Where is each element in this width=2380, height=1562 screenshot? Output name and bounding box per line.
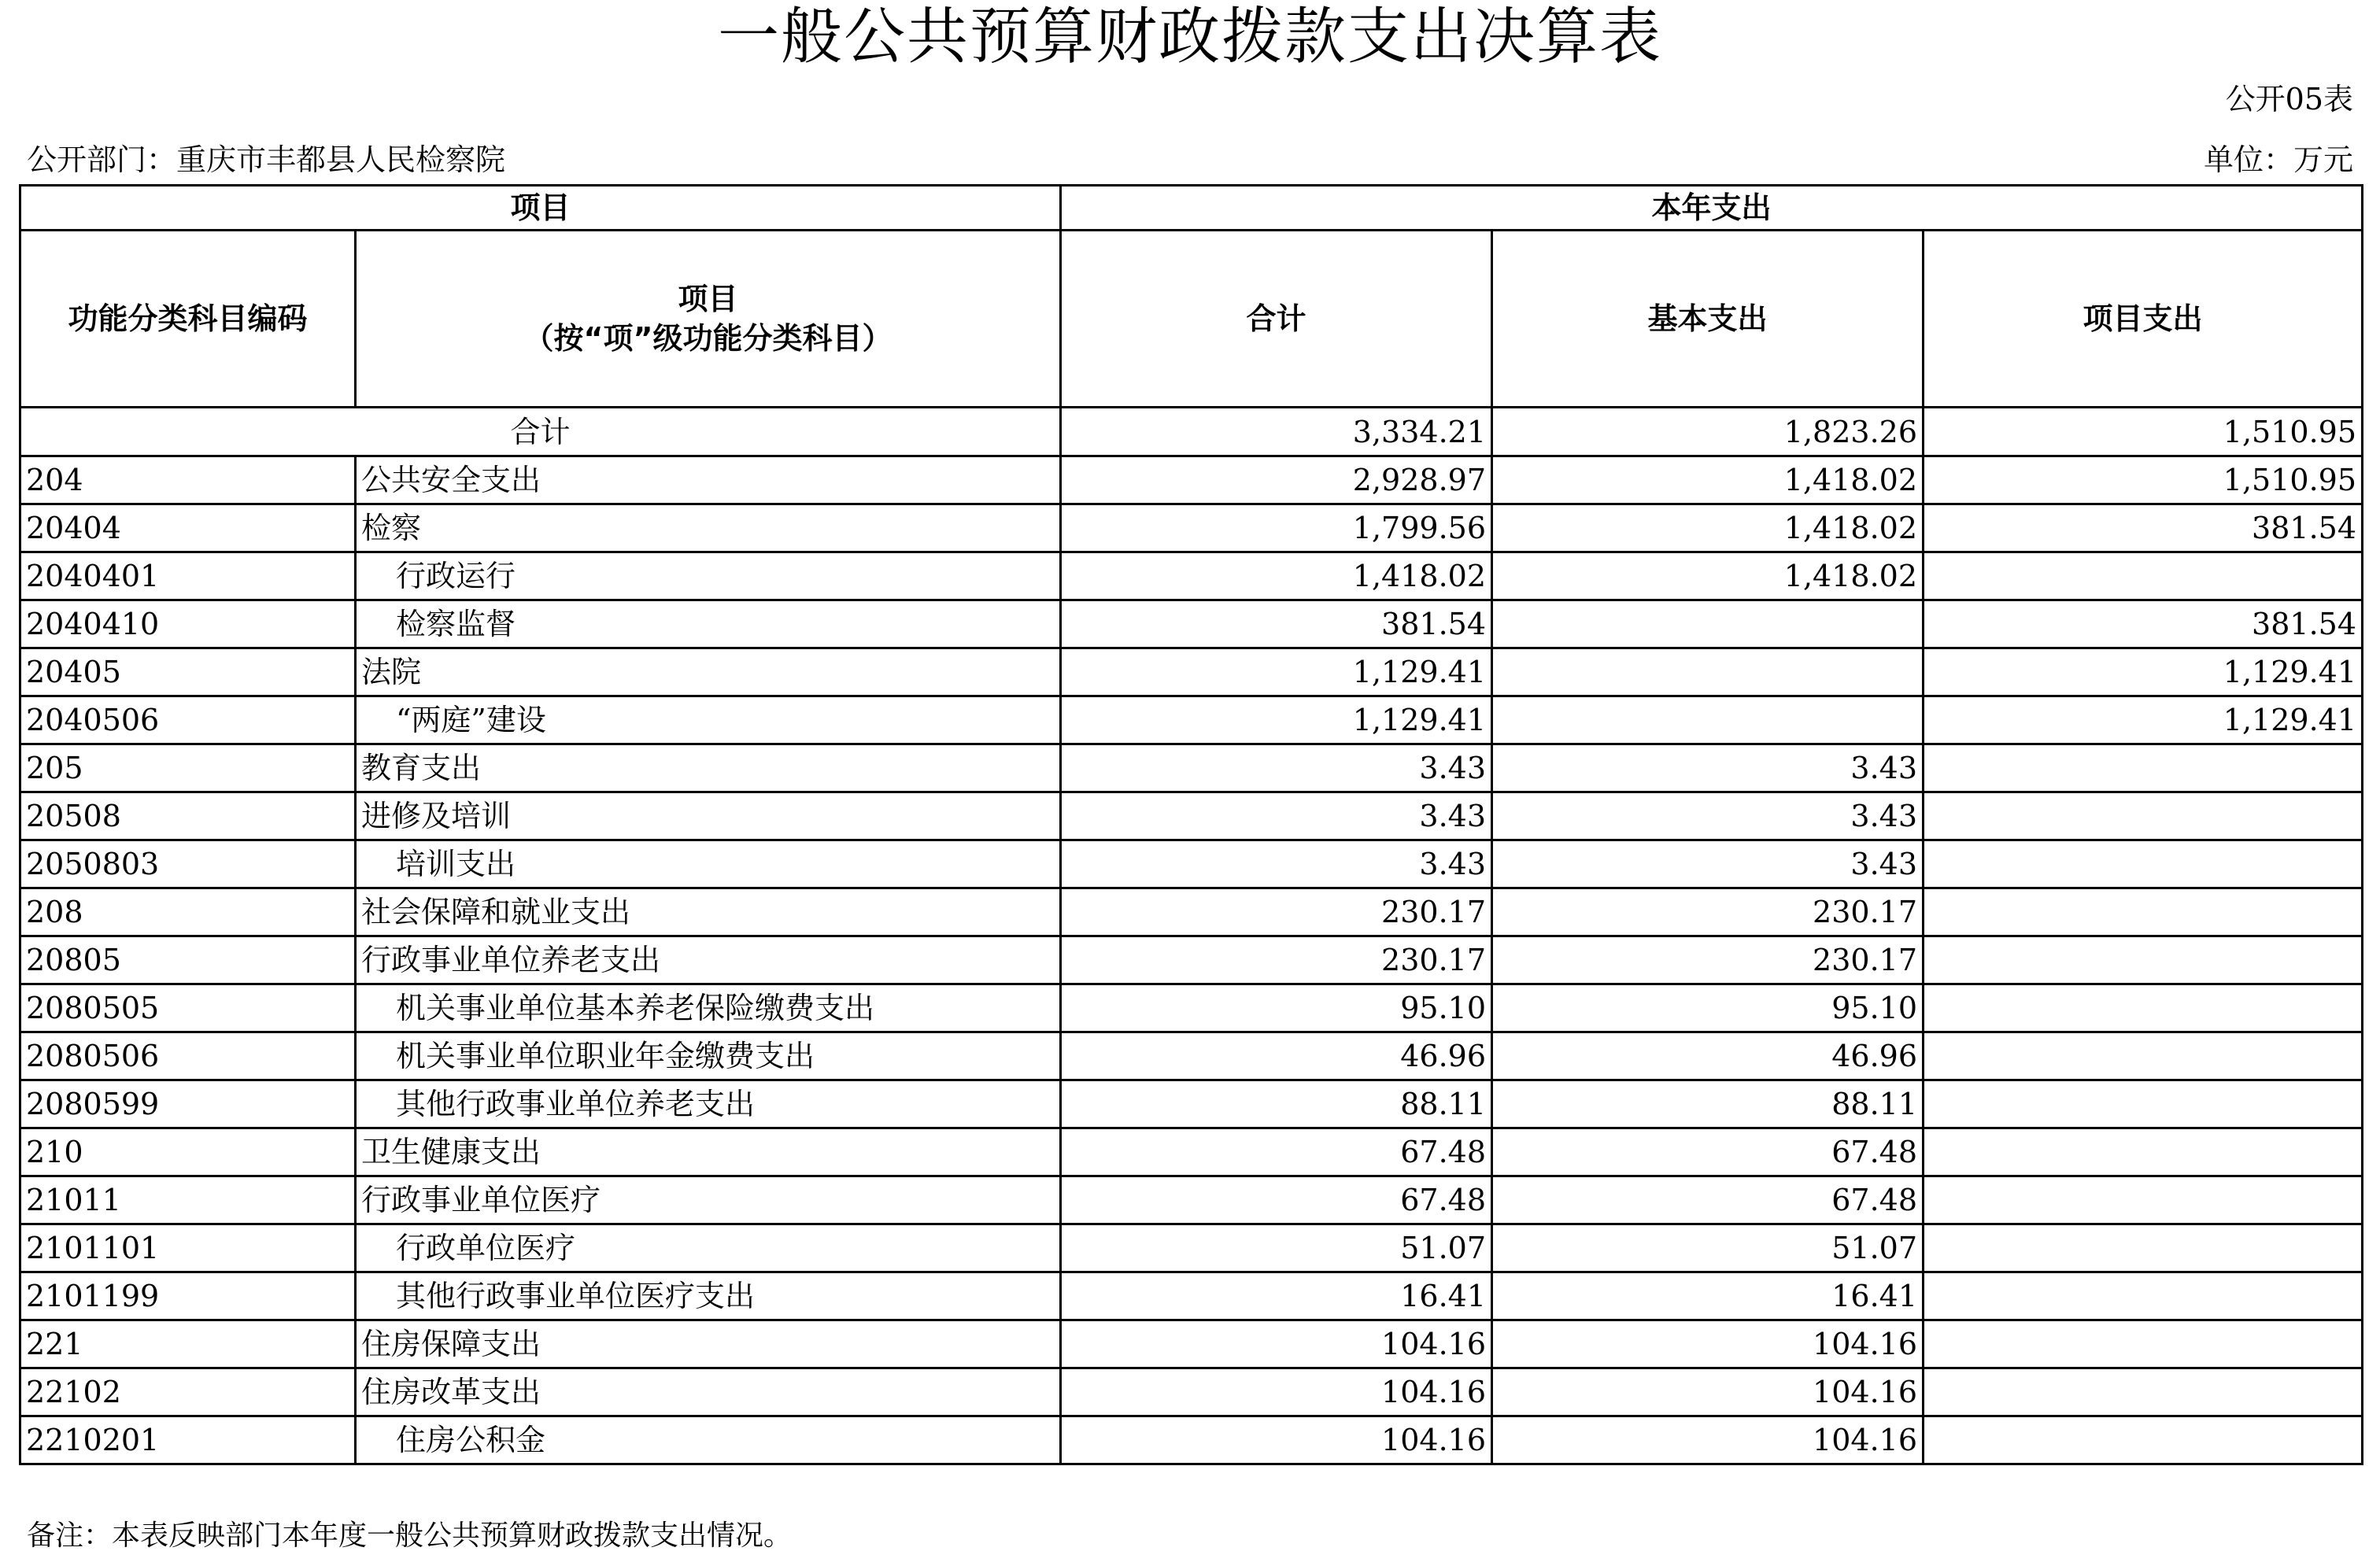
cell-code: 221 — [20, 1320, 356, 1368]
cell-item-name: 住房公积金 — [356, 1416, 1061, 1464]
cell-basic: 3.43 — [1492, 792, 1924, 840]
cell-basic: 104.16 — [1492, 1416, 1924, 1464]
cell-project — [1924, 1416, 2363, 1464]
cell-basic: 51.07 — [1492, 1224, 1924, 1272]
footnote: 备注：本表反映部门本年度一般公共预算财政拨款支出情况。 — [27, 1520, 793, 1552]
cell-basic — [1492, 648, 1924, 696]
table-row — [20, 1368, 2363, 1416]
table-row — [20, 1176, 2363, 1224]
header-basic: 基本支出 — [1492, 231, 1924, 408]
cell-total: 1,129.41 — [1061, 648, 1492, 696]
cell-code: 2101199 — [20, 1272, 356, 1320]
cell-total: 1,799.56 — [1061, 504, 1492, 552]
cell-total: 51.07 — [1061, 1224, 1492, 1272]
cell-basic: 3.43 — [1492, 744, 1924, 792]
cell-item-name: 检察 — [356, 504, 1061, 552]
cell-item-name: 卫生健康支出 — [356, 1128, 1061, 1176]
table-row — [20, 936, 2363, 984]
table-row — [20, 1224, 2363, 1272]
table-row — [20, 1080, 2363, 1128]
cell-item-name: 行政事业单位养老支出 — [356, 936, 1061, 984]
cell-total: 2,928.97 — [1061, 456, 1492, 504]
cell-code: 205 — [20, 744, 356, 792]
cell-basic: 1,418.02 — [1492, 552, 1924, 600]
cell-project: 1,129.41 — [1924, 696, 2363, 744]
cell-code: 20404 — [20, 504, 356, 552]
header-item — [356, 231, 1061, 408]
cell-total: 1,129.41 — [1061, 696, 1492, 744]
cell-basic: 67.48 — [1492, 1128, 1924, 1176]
cell-item-name: 培训支出 — [356, 840, 1061, 888]
cell-code: 21011 — [20, 1176, 356, 1224]
cell-item-name: 社会保障和就业支出 — [356, 888, 1061, 936]
header-row-columns — [20, 231, 2363, 408]
cell-code: 208 — [20, 888, 356, 936]
cell-basic: 95.10 — [1492, 984, 1924, 1032]
table-row — [20, 1128, 2363, 1176]
cell-project — [1924, 1224, 2363, 1272]
expenditure-table — [19, 184, 2363, 1465]
cell-project — [1924, 552, 2363, 600]
cell-code: 204 — [20, 456, 356, 504]
report-title: 一般公共预算财政拨款支出决算表 — [717, 2, 1662, 72]
cell-item-name: 教育支出 — [356, 744, 1061, 792]
cell-project: 1,129.41 — [1924, 648, 2363, 696]
cell-item-name: 行政单位医疗 — [356, 1224, 1061, 1272]
cell-code: 2040506 — [20, 696, 356, 744]
cell-project: 381.54 — [1924, 504, 2363, 552]
table-row — [20, 456, 2363, 504]
cell-project — [1924, 792, 2363, 840]
cell-item-name: 住房改革支出 — [356, 1368, 1061, 1416]
cell-item-name: 公共安全支出 — [356, 456, 1061, 504]
header-row-group — [20, 186, 2363, 231]
cell-total: 230.17 — [1061, 888, 1492, 936]
cell-project — [1924, 744, 2363, 792]
cell-total: 104.16 — [1061, 1368, 1492, 1416]
cell-basic: 16.41 — [1492, 1272, 1924, 1320]
header-total: 合计 — [1061, 231, 1492, 408]
cell-code: 22102 — [20, 1368, 356, 1416]
form-number: 公开05表 — [2225, 82, 2353, 116]
cell-project — [1924, 1128, 2363, 1176]
cell-code: 2101101 — [20, 1224, 356, 1272]
cell-item-name: 行政事业单位医疗 — [356, 1176, 1061, 1224]
cell-project — [1924, 1176, 2363, 1224]
cell-code: 210 — [20, 1128, 356, 1176]
table-row — [20, 744, 2363, 792]
cell-code: 2080506 — [20, 1032, 356, 1080]
cell-item-name: 住房保障支出 — [356, 1320, 1061, 1368]
table-row — [20, 840, 2363, 888]
cell-project: 1,510.95 — [1924, 456, 2363, 504]
header-item-line2: （按“项”级功能分类科目） — [523, 321, 893, 356]
header-code: 功能分类科目编码 — [20, 231, 356, 408]
cell-item-name: 法院 — [356, 648, 1061, 696]
cell-total: 3.43 — [1061, 744, 1492, 792]
cell-item-name: 其他行政事业单位养老支出 — [356, 1080, 1061, 1128]
cell-code: 2040401 — [20, 552, 356, 600]
cell-item-name: 其他行政事业单位医疗支出 — [356, 1272, 1061, 1320]
cell-total: 46.96 — [1061, 1032, 1492, 1080]
table-row — [20, 792, 2363, 840]
cell-project — [1924, 1320, 2363, 1368]
cell-total: 230.17 — [1061, 936, 1492, 984]
cell-basic: 67.48 — [1492, 1176, 1924, 1224]
table-row — [20, 648, 2363, 696]
table-row — [20, 1320, 2363, 1368]
header-current-year-group: 本年支出 — [1061, 186, 2363, 231]
cell-project — [1924, 888, 2363, 936]
cell-project — [1924, 1032, 2363, 1080]
header-project-group: 项目 — [20, 186, 1061, 231]
cell-basic: 230.17 — [1492, 888, 1924, 936]
unit-label: 单位：万元 — [2203, 142, 2353, 177]
cell-total: 3.43 — [1061, 792, 1492, 840]
cell-total: 67.48 — [1061, 1128, 1492, 1176]
cell-project — [1924, 936, 2363, 984]
table-row — [20, 696, 2363, 744]
cell-basic: 104.16 — [1492, 1368, 1924, 1416]
department-label: 公开部门：重庆市丰都县人民检察院 — [27, 142, 506, 177]
header-item-line1: 项目 — [678, 282, 738, 316]
cell-basic — [1492, 600, 1924, 648]
cell-code: 2050803 — [20, 840, 356, 888]
total-total: 3,334.21 — [1061, 408, 1492, 456]
cell-basic: 46.96 — [1492, 1032, 1924, 1080]
cell-code: 2080599 — [20, 1080, 356, 1128]
cell-item-name: 机关事业单位基本养老保险缴费支出 — [356, 984, 1061, 1032]
cell-total: 88.11 — [1061, 1080, 1492, 1128]
total-row — [20, 408, 2363, 456]
cell-basic: 88.11 — [1492, 1080, 1924, 1128]
cell-total: 104.16 — [1061, 1416, 1492, 1464]
cell-item-name: 检察监督 — [356, 600, 1061, 648]
cell-project — [1924, 1272, 2363, 1320]
cell-item-name: 进修及培训 — [356, 792, 1061, 840]
table-row — [20, 1032, 2363, 1080]
total-label: 合计 — [20, 408, 1061, 456]
cell-project: 381.54 — [1924, 600, 2363, 648]
cell-item-name: 行政运行 — [356, 552, 1061, 600]
cell-project — [1924, 1080, 2363, 1128]
table-row — [20, 552, 2363, 600]
cell-code: 2080505 — [20, 984, 356, 1032]
table-row — [20, 1272, 2363, 1320]
total-basic: 1,823.26 — [1492, 408, 1924, 456]
cell-total: 1,418.02 — [1061, 552, 1492, 600]
table-row — [20, 1416, 2363, 1464]
cell-basic: 230.17 — [1492, 936, 1924, 984]
cell-code: 20805 — [20, 936, 356, 984]
header-project: 项目支出 — [1924, 231, 2363, 408]
cell-code: 2040410 — [20, 600, 356, 648]
cell-basic: 1,418.02 — [1492, 456, 1924, 504]
cell-code: 2210201 — [20, 1416, 356, 1464]
cell-total: 95.10 — [1061, 984, 1492, 1032]
cell-total: 67.48 — [1061, 1176, 1492, 1224]
cell-total: 16.41 — [1061, 1272, 1492, 1320]
cell-basic: 1,418.02 — [1492, 504, 1924, 552]
cell-basic — [1492, 696, 1924, 744]
cell-project — [1924, 984, 2363, 1032]
cell-total: 3.43 — [1061, 840, 1492, 888]
table-row — [20, 984, 2363, 1032]
cell-code: 20508 — [20, 792, 356, 840]
cell-code: 20405 — [20, 648, 356, 696]
cell-project — [1924, 1368, 2363, 1416]
cell-item-name: “两庭”建设 — [356, 696, 1061, 744]
table-row — [20, 600, 2363, 648]
table-row — [20, 888, 2363, 936]
table-row — [20, 504, 2363, 552]
cell-basic: 104.16 — [1492, 1320, 1924, 1368]
cell-project — [1924, 840, 2363, 888]
total-project: 1,510.95 — [1924, 408, 2363, 456]
cell-basic: 3.43 — [1492, 840, 1924, 888]
cell-total: 104.16 — [1061, 1320, 1492, 1368]
cell-item-name: 机关事业单位职业年金缴费支出 — [356, 1032, 1061, 1080]
cell-total: 381.54 — [1061, 600, 1492, 648]
